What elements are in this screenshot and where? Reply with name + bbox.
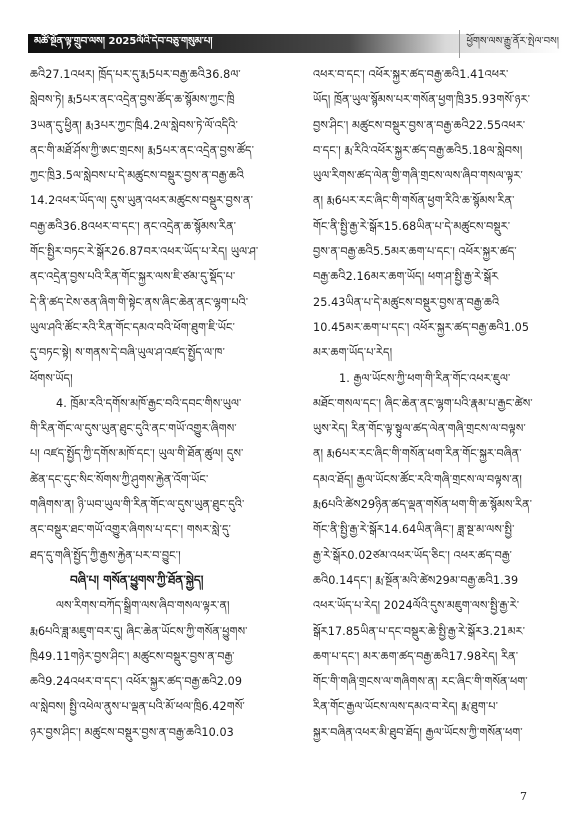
text-line: བརྒྱ་ཆའི2.16མར་ཆག་ཡོད། ཕག་ཤ་སྤྱི་རྒྱ་རེ་སྒོར [313, 270, 499, 284]
text-line: འཕར་ཡོད་པ་རེད། 2024ལོའི་དུས་མཇུག་ལས་སྤྱི་རྒྱ་རེ་ [313, 599, 520, 613]
text-line: ཆག་པ་དང་། མར་ཆག་ཚད་བརྒྱ་ཆའི17.98རེད། རིན་ [313, 649, 519, 663]
text-line: གོང་ནི་སྤྱི་རྒྱ་རེ་སྒོར14.64ཡིན་ཞིང་། ཟླ་སྔ་མ་ལས་སྤྱི་ [313, 523, 515, 537]
text-line: ཡུས་རེད། རིན་གོང་ལྟ་སྟུལ་ཚད་ལེན་གཞི་གྲངས་ལ་བལྟས་ [313, 422, 526, 436]
paragraph-start: 4. ཁྲོམ་རའི་དགོས་མཁོ་རྒྱང་བའི་དབང་གིས་ཡུལ་ [56, 396, 242, 410]
text-line: རྨ6པའི་ཟླ་མཇུག་བར་དུ། ཞིང་ཆེན་ཡོངས་ཀྱི་གསོན་ཕྱུགས་ [30, 624, 248, 638]
text-line: ཀྱང་ཁྲི3.5ལ་སླེབས་པ་དེ་མཚུངས་བསྡུར་བྱས་ན་བརྒྱ་ཆའི [30, 169, 244, 183]
text-line: 25.43ཡིན་པ་དེ་མཚུངས་བསྡུར་བྱས་ན་བརྒྱ་ཆའི [313, 295, 500, 309]
text-line: ཁྲི49.11གཉེར་བྱས་ཤིང་། མཚུངས་བསྡུར་བྱས་ན་བརྒྱ་ [30, 649, 235, 663]
text-line: ན། རྨ6པར་རང་ཞིང་གི་གསོན་ཕག་རིན་གོང་སྐྱར་བཞིན་ [313, 447, 522, 461]
text-line: སྐྱར་བཞིན་འཕར་མི་ཐུབ་ཐོད། རྒྱལ་ཡོངས་ཀྱི་གསོན་ཕག་ [313, 725, 523, 739]
text-line: རྒྱ་རེ་སྒོར0.02ཙམ་འཕར་ཡོད་ཅིང་། འཕར་ཚད་བརྒྱ་ [313, 548, 512, 562]
text-line: བརྒྱ་ཆའི36.8འཕར་བ་དང་། ནང་འདྲེན་ཆ་སྙོམས་རིན་ [30, 219, 237, 233]
left-text-column [30, 62, 274, 770]
text-line: ཐད་དུ་གཞི་སྤྱོད་ཀྱི་རྒྱས་རྐྱེན་པར་བ་བྱུང་། [30, 548, 181, 562]
text-line: མར་ཆག་ཡོད་པ་རེད། [313, 346, 393, 360]
text-line: ཚེན་དང་དུང་སིང་སོགས་ཀྱི་ཤུགས་རྐྱེན་འོག་ཡོང་ [30, 472, 209, 486]
text-line: ཉར་བྱས་ཤིང་། མཚུངས་བསྡུར་བྱས་ན་བརྒྱ་ཆའི10.03 [30, 725, 234, 739]
text-line: ན། རྨ6པར་རང་ཞིང་གི་གསོན་ཕྱག་རིའི་ཆ་སྙོམས་རིན་ [313, 194, 515, 208]
journal-title: མཚོ་སྔོན་ལྟ་གྲུབ་ལས། 2025ལོའི་དེབ་བཅུ་གསུམ་པ། [34, 35, 213, 47]
text-line: བྱས་ན་བརྒྱ་ཆའི5.5མར་ཆག་པ་དང་། འཕོར་སྐྱར་ཚད་ [313, 245, 517, 259]
text-line: ཆའི9.24འཕར་བ་དང་། འཕོར་སྐྱར་ཚད་བརྒྱ་ཆའི2.09 [30, 675, 243, 689]
text-line: གོང་གི་གཞི་གྲངས་ལ་གཞིགས་ན། རང་ཞིང་གི་གསོན་ཕག་ [313, 675, 528, 689]
text-line: ནང་བསྡུར་ཐང་གཡོ་འགྱུར་ཞིགས་པ་དང་། གསར་སླེ་དུ་ [30, 523, 231, 537]
right-text-column [313, 62, 557, 770]
text-line: སླེབས་ཏེ། རྨ5པར་ནང་འདྲེན་བྱས་ཚོད་ཆ་སྙོམས་ཀྱང་ཁྲི [30, 93, 235, 107]
text-line: དེ་ནི་ཚད་ངེས་ཅན་ཞིག་གི་སྟེང་ནས་ཞིང་ཆེན་ནང་ལྷག་པའི་ [30, 295, 249, 309]
text-line: ནང་འདྲེན་བྱས་པའི་རིན་གོང་སྐྱར་ལས་ཇི་ཙམ་དུ་སྡོད་པ་ [30, 270, 236, 284]
text-line: 3ཡན་དུ་ཕྱིན། རྨ3པར་ཀྱང་ཁྲི4.2ལ་སླེབས་ཏེ་ལོ་འདིའི་ [30, 118, 238, 132]
text-line: སྒོར17.85ཡིན་པ་དང་བསྡུར་ཆེ་སྤྱི་རྒྱ་རེ་སྒོར3.21མར་ [313, 624, 526, 638]
text-line: དམའ་ཐོད། རྒྱལ་ཡོངས་ཚོང་རའི་གཞི་གྲངས་ལ་བལྟས་ན། [313, 472, 523, 486]
paragraph-start: 1. རྒྱལ་ཡོངས་ཀྱི་ཕག་གི་རིན་གོང་འཕར་ཇུལ་ [339, 371, 511, 385]
text-line: ནང་གི་མཐོ་ཤོས་ཀྱི་ཨང་གྲངས། རྨ5པར་ནང་འདྲེན་བྱས་ཚོད་ [30, 143, 255, 157]
text-line: ཡུལ་ཤའི་ཚོང་རའི་རིན་གོང་དམའ་བའི་ཕོག་ཐུག་ཇི་ཡོང་ [30, 320, 236, 334]
text-line: ཆའི27.1འཕར། ཁྲོད་པར་དུ་རྨ5པར་བརྒྱ་ཆའི36.8ལ་ [30, 68, 241, 81]
text-line [313, 745, 557, 770]
section-heading: བཞི་པ། གསོན་ཕྱུགས་ཀྱི་ཐོན་སྐྱེད། [70, 572, 204, 587]
running-header [28, 34, 563, 53]
text-line: ཕོགས་ཡོད། [30, 371, 73, 385]
text-line: ལ་སླེབས། སྤྱི་འཕེལ་ནུས་པ་ལྡན་པའི་མོ་ཕལ་ཁྲི6.42གསོ་ [30, 700, 245, 714]
page-number: 7 [520, 790, 527, 803]
text-line: འཕར་བ་དང་། འཕོར་སྐྱར་ཚད་བརྒྱ་ཆའི1.41འཕར་ [313, 68, 509, 81]
text-line: རིན་གོང་རྒྱལ་ཡོངས་ལས་དམའ་བ་རེད། རྨ་ཐུག་པ་ [313, 700, 499, 714]
text-line: ཡུལ་རིགས་ཚད་ལེན་གྱི་གཞི་གྲངས་ལས་ཞིབ་གསལ་ལྟར་ [313, 169, 523, 183]
section-title-header: ཕྱོགས་ལས་རྒྱུ་ནོར་སྤེལ་བས། [459, 30, 563, 58]
text-line: ཆའི0.14དང་། རྨ་སྔོན་མའི་ཚེས29མ་བརྒྱ་ཆའི1.39 [313, 573, 519, 587]
text-line: པ། འཛད་སྤྱོད་ཀྱི་དགོས་མཁོ་དང་། ཡུལ་གི་ཐོན་ཚུལ། དུས་ [30, 447, 244, 461]
text-line: གོང་ནི་སྤྱི་རྒྱ་རེ་སྒོར15.68ཡིན་པ་དེ་མཚུངས་བསྡུར་ [313, 219, 511, 233]
text-line: མཐོང་གསལ་དང་། ཞིང་ཆེན་ནང་ལྷག་པའི་རྣམ་པ་རྒྱང་ཚེས་ [313, 396, 533, 410]
text-line: དུ་བཏང་སྟེ། ས་གནས་དེ་བཞི་ཡུལ་ཤ་འཛད་སྤྱོད་ལ་ཁ་ [30, 346, 225, 360]
text-line: བ་དང་། རྨ་རིའི་འཕོར་སྐྱར་ཚད་བརྒྱ་ཆའི5.18ལ་སླེབས། [313, 143, 523, 157]
text-line: 14.2འཕར་ཡོད་ལ། དུས་ཡུན་འཕར་མཚུངས་བསྡུར་བྱས་ན་ [30, 194, 254, 208]
text-line: 10.45མར་ཆག་པ་དང་། འཕོར་སྐྱར་ཚད་བརྒྱ་ཆའི1.05 [313, 320, 530, 334]
text-line: གི་རིན་གོང་ལ་དུས་ཡུན་ཐུང་དུའི་ནང་གཡོ་འགྱུར་ཞིགས་ [30, 422, 237, 436]
text-line: བྱས་ཤིང་། མཚུངས་བསྡུར་བྱས་ན་བརྒྱ་ཆའི22.55འཕར་ [313, 118, 526, 132]
text-line: ཡོད། ཁྲོན་ཡུལ་སྙོམས་པར་གསོན་ཕྱག་ཁྲི35.93གསོ་ཉར་ [313, 93, 531, 107]
text-line: གོང་སྤྱིར་བཏང་རེ་སྒོར26.87བར་འཕར་ཡོད་པ་རེད། ཡུལ་ཤ་ [30, 245, 259, 259]
text-line: གཞིགས་ན། ཉི་ཡབ་ཡུལ་གི་རིན་གོང་ལ་དུས་ཡུན་ཐུང་དུའི་ [30, 498, 245, 512]
paragraph-start: ལས་རིགས་བཀོད་སྒྲིག་ལས་ཞིབ་གསལ་ལྟར་ན། [56, 599, 230, 613]
text-line: རྨ6པའི་ཚེས29ཉིན་ཚད་ལྡན་གསོན་ཕག་གི་ཆ་སྙོམས་རིན་ [313, 498, 533, 512]
